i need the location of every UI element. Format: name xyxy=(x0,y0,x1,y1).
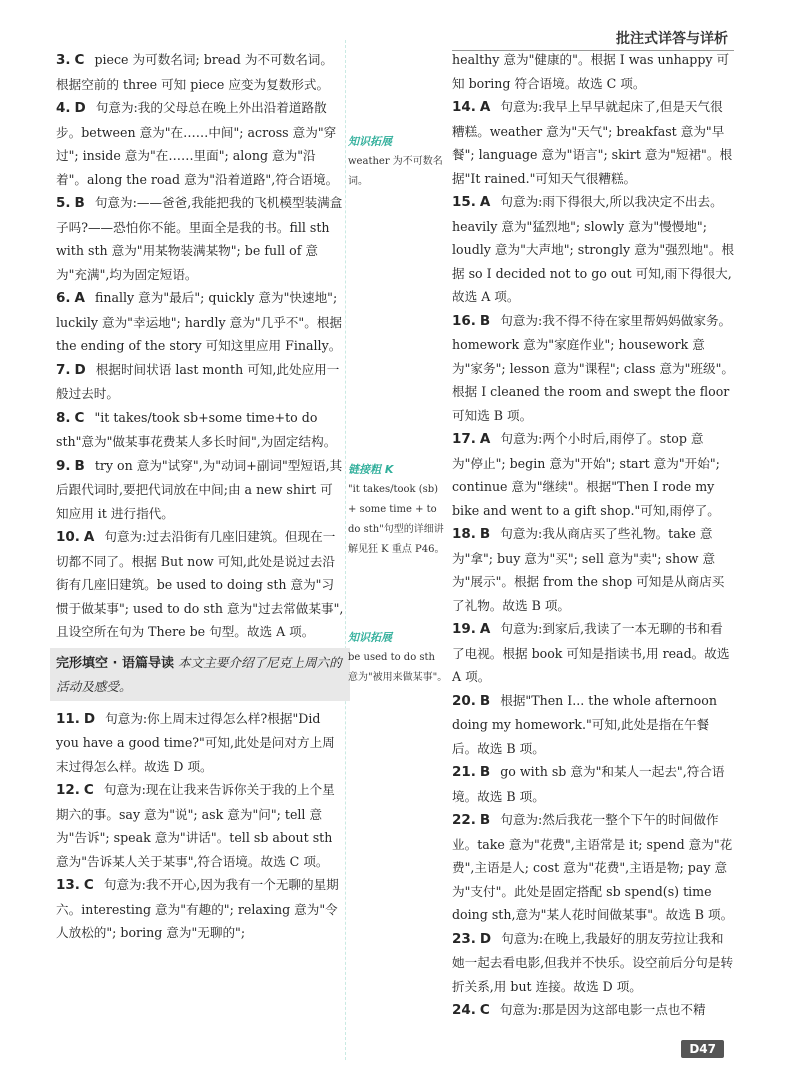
section-title: 完形填空 · 语篇导读 xyxy=(56,655,174,671)
explanation-text: 句意为:我不开心,因为我有一个无聊的星期六。interesting 意为"有趣的"; relaxing 意为"令人放松的"; boring 意为"无聊的"; xyxy=(56,877,339,940)
question-number: 6. xyxy=(56,290,71,306)
explanation-text: 句意为:过去沿街有几座旧建筑。但现在一切都不同了。根据 But now 可知,此处是说过去沿街有几座旧建筑。be used to doing sth 意为"习惯于做某事"; used to do sth 意为"过去常做某事",且设空所在句为 There be 句型。故选 A 项。 xyxy=(56,529,344,639)
page-number-badge: D47 xyxy=(681,1040,724,1058)
margin-note-it-takes xyxy=(348,460,448,560)
explanation-text: 句意为:两个小时后,雨停了。stop 意为"停止"; begin 意为"开始"; start 意为"开始"; continue 意为"继续"。根据"Then I rode my bike and went to a gift shop."可知,雨停了。 xyxy=(452,431,720,518)
answer-letter: A xyxy=(83,529,95,545)
explanation-text: "it takes/took sb+some time+to do sth"意为"做某事花费某人多长时间",为固定结构。 xyxy=(56,409,337,449)
answer-item xyxy=(452,427,734,522)
explanation-text: go with sb 意为"和某人一起去",符合语境。故选 B 项。 xyxy=(452,764,725,804)
margin-note-tag: 知识拓展 xyxy=(348,135,392,148)
answer-letter: D xyxy=(479,930,492,947)
answer-item xyxy=(56,454,344,526)
explanation-text: finally 意为"最后"; quickly 意为"快速地"; luckily 意为"幸运地"; hardly 意为"几乎不"。根据 the ending of the story 可知这里应用 Finally。 xyxy=(56,290,342,353)
question-number: 8. xyxy=(56,409,71,426)
question-number: 13. xyxy=(56,877,80,893)
answer-letter: C xyxy=(83,877,94,893)
answer-item xyxy=(452,689,734,761)
answer-letter: D xyxy=(74,100,86,116)
column-divider xyxy=(345,40,346,1060)
left-column xyxy=(56,48,344,945)
answer-item xyxy=(56,191,344,286)
question-number: 5. xyxy=(56,195,71,211)
answer-item xyxy=(452,309,734,428)
question-number: 7. xyxy=(56,361,71,378)
answer-item xyxy=(56,525,344,644)
explanation-text: 句意为:然后我花一整个下午的时间做作业。take 意为"花费",主语常是 it; spend 意为"花费",主语是人; cost 意为"花费",主语是物; pay 意为"支付"。此处是固定搭配 sb spend(s) time doing sth,意为"某人花时间做某事"。故选 B 项。 xyxy=(452,812,734,922)
explanation-text: 根据时间状语 last month 可知,此处应用一般过去时。 xyxy=(56,361,340,401)
explanation-text: 句意为:——爸爸,我能把我的飞机模型装满盒子吗?——恐怕你不能。里面全是我的书。fill sth with sth 意为"用某物装满某物"; be full of 意为"充满",均为固定短语。 xyxy=(56,195,343,282)
answer-item xyxy=(452,617,734,689)
question-number: 21. xyxy=(452,764,476,780)
margin-note-weather xyxy=(348,132,448,192)
margin-note-tag: 知识拓展 xyxy=(348,631,392,644)
question-number: 4. xyxy=(56,100,71,116)
explanation-text: try on 意为"试穿",为"动词+副词"型短语,其后跟代词时,要把代词放在中间;由 a new shirt 可知应用 it 进行指代。 xyxy=(56,457,343,521)
answer-item xyxy=(56,358,344,406)
explanation-text: 句意为:我早上早早就起床了,但是天气很糟糕。weather 意为"天气"; breakfast 意为"早餐"; language 意为"语言"; skirt 意为"短裙"。根据"It rained."可知天气很糟糕。 xyxy=(452,99,733,186)
question-number: 9. xyxy=(56,457,71,474)
explanation-text: piece 为可数名词; bread 为不可数名词。根据空前的 three 可知 piece 应变为复数形式。 xyxy=(56,52,333,92)
answer-letter: B xyxy=(479,312,491,329)
section-text: 本文主要介绍了尼克上周六的活动及感受。 xyxy=(56,654,342,694)
answer-item xyxy=(452,48,734,95)
answer-item xyxy=(452,927,734,999)
right-column xyxy=(452,48,734,1023)
margin-note-text: be used to do sth 意为"被用来做某事"。 xyxy=(348,652,448,683)
answer-item xyxy=(56,707,344,779)
question-number: 14. xyxy=(452,99,476,115)
answer-item xyxy=(452,998,734,1023)
answer-letter: A xyxy=(479,431,491,447)
answer-letter: B xyxy=(479,692,491,709)
answer-item xyxy=(56,778,344,873)
section-guide xyxy=(50,648,350,701)
question-number: 19. xyxy=(452,621,476,637)
answer-item xyxy=(452,190,734,309)
margin-note-text: weather 为不可数名词。 xyxy=(348,156,443,187)
answer-item xyxy=(56,96,344,191)
question-number: 3. xyxy=(56,52,71,68)
answer-item xyxy=(56,873,344,945)
answer-item xyxy=(452,760,734,808)
explanation-text: 句意为:我的父母总在晚上外出沿着道路散步。between 意为"在……中间"; across 意为"穿过"; inside 意为"在……里面"; along 意为"沿着"。along the road 意为"沿着道路",符合语境。 xyxy=(56,100,339,187)
answer-letter: C xyxy=(74,52,85,68)
answer-letter: B xyxy=(74,457,85,474)
answer-letter: A xyxy=(479,99,491,115)
question-number: 20. xyxy=(452,692,476,709)
explanation-text: 句意为:雨下得很大,所以我决定不出去。heavily 意为"猛烈地"; slowly 意为"慢慢地"; loudly 意为"大声地"; strongly 意为"强烈地"。根据 so I decided not to go out 可知,雨下得很大,故选 A 项。 xyxy=(452,194,734,304)
question-number: 24. xyxy=(452,1002,476,1018)
question-number: 15. xyxy=(452,194,476,210)
margin-note-tag: 链接粗 K xyxy=(348,463,394,476)
answer-item xyxy=(452,522,734,617)
answer-letter: A xyxy=(74,290,85,306)
answer-letter: D xyxy=(74,361,86,378)
explanation-text: healthy 意为"健康的"。根据 I was unhappy 可知 boring 符合语境。故选 C 项。 xyxy=(452,52,730,91)
question-number: 23. xyxy=(452,930,476,947)
answer-letter: B xyxy=(479,764,491,780)
answer-letter: C xyxy=(479,1002,490,1018)
question-number: 11. xyxy=(56,710,80,727)
question-number: 18. xyxy=(452,526,476,542)
question-number: 16. xyxy=(452,312,476,329)
answer-item xyxy=(56,48,344,96)
explanation-text: 句意为:那是因为这部电影一点也不精 xyxy=(499,1002,706,1017)
explanation-text: 句意为:我不得不待在家里帮妈妈做家务。homework 意为"家庭作业"; housework 意为"家务"; lesson 意为"课程"; class 意为"班级"。根据 I cleaned the room and swept the floor 可知选 B 项。 xyxy=(452,312,734,423)
question-number: 12. xyxy=(56,782,80,798)
question-number: 22. xyxy=(452,812,476,828)
answer-item xyxy=(56,406,344,454)
explanation-text: 句意为:到家后,我读了一本无聊的书和看了电视。根据 book 可知是指读书,用 read。故选 A 项。 xyxy=(452,621,730,684)
explanation-text: 句意为:你上周末过得怎么样?根据"Did you have a good time?"可知,此处是问对方上周末过得怎么样。故选 D 项。 xyxy=(56,710,335,774)
answer-letter: C xyxy=(83,782,94,798)
answer-item xyxy=(452,808,734,927)
answer-letter: D xyxy=(83,710,96,727)
answer-letter: B xyxy=(479,526,491,542)
page-header: 批注式详答与详析 xyxy=(616,31,728,47)
explanation-text: 句意为:我从商店买了些礼物。take 意为"拿"; buy 意为"买"; sell 意为"卖"; show 意为"展示"。根据 from the shop 可知是从商店买了礼物。故选 B 项。 xyxy=(452,526,725,613)
explanation-text: 句意为:在晚上,我最好的朋友劳拉让我和她一起去看电影,但我并不快乐。设空前后分句是转折关系,用 but 连接。故选 D 项。 xyxy=(452,930,734,994)
answer-item xyxy=(452,95,734,190)
answer-letter: B xyxy=(74,195,85,211)
answer-letter: A xyxy=(479,621,491,637)
margin-note-text: "it takes/took (sb) + some time + to do sth"句型的详细讲解见狂 K 重点 P46。 xyxy=(348,484,445,555)
answer-letter: C xyxy=(74,409,85,426)
explanation-text: 句意为:现在让我来告诉你关于我的上个星期六的事。say 意为"说"; ask 意为"问"; tell 意为"告诉"; speak 意为"讲话"。tell sb about sth 意为"告诉某人关于某事",符合语境。故选 C 项。 xyxy=(56,782,335,869)
question-number: 17. xyxy=(452,431,476,447)
answer-letter: B xyxy=(479,812,491,828)
answer-letter: A xyxy=(479,194,491,210)
explanation-text: 根据"Then I... the whole afternoon doing my homework."可知,此处是指在午餐后。故选 B 项。 xyxy=(452,692,717,756)
question-number: 10. xyxy=(56,529,80,545)
answer-item xyxy=(56,286,344,358)
margin-note-used-to xyxy=(348,628,448,688)
